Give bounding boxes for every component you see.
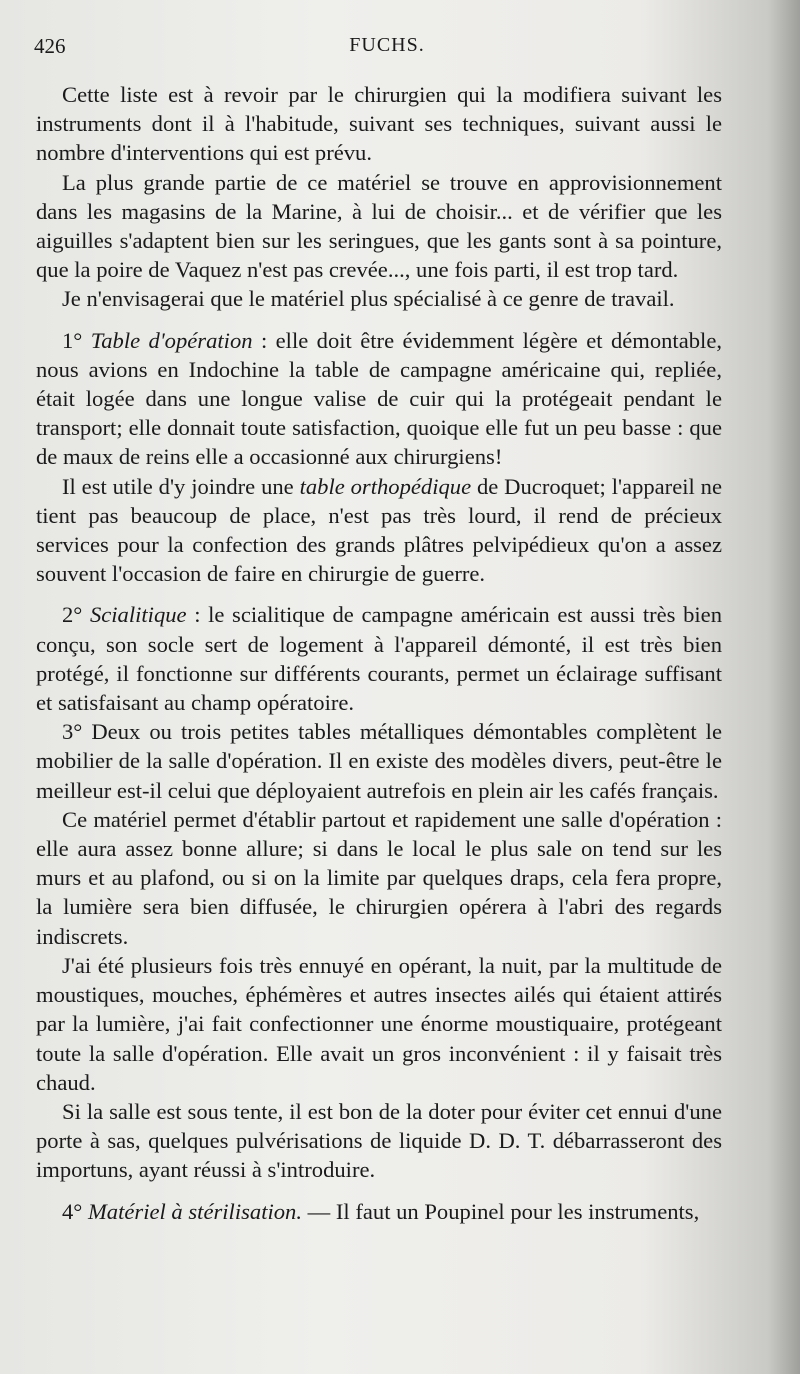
emphasis: Table d'opération — [90, 327, 253, 353]
paragraph: J'ai été plusieurs fois très ennuyé en opérant, la nuit, par la multitude de moustiques, mouches, éphémères et autres insectes ailés qui étaient attirés par la lumière, j'ai fait confectionner une énorme moustiquaire, protégeant toute la salle d'opération. Elle avait un gros inconvénient : il y faisait très chaud. — [36, 952, 722, 1095]
paragraph: Il est utile d'y joindre une table orthopédique de Ducroquet; l'appareil ne tient pas beaucoup de place, n'est pas très lourd, il rend de précieux services pour la confection des grands plâtres pelvipédieux qu'on a assez souvent l'occasion de faire en chirurgie de guerre. — [36, 473, 722, 587]
paragraph: Si la salle est sous tente, il est bon de la doter pour éviter cet ennui d'une porte à sas, quelques pulvérisations de liquide D. D. T. débarrasseront des importuns, ayant réussi à s'introduire. — [36, 1098, 722, 1183]
paragraph: Je n'envisagerai que le matériel plus spécialisé à ce genre de travail. — [62, 286, 675, 312]
emphasis: table orthopédique — [299, 473, 472, 499]
running-head: FUCHS. — [349, 34, 425, 56]
page-number: 426 — [34, 34, 66, 58]
paragraph: La plus grande partie de ce matériel se trouve en approvisionnement dans les magasins de la Marine, à lui de choisir... et de vérifier que les aiguilles s'adaptent bien sur les seringues, que les gants sont à sa pointure, que la poire de Vaquez n'est pas crevée..., une fois parti, il est trop tard. — [36, 169, 722, 283]
paragraph: 4° Matériel à stérilisation. — Il faut un Poupinel pour les instruments, — [62, 1198, 700, 1224]
page-body — [36, 80, 722, 1226]
paragraph: 2° Scialitique : le scialitique de campagne américain est aussi très bien conçu, son socle sert de logement à l'appareil démonté, il est très bien protégé, il fonctionne sur différents courants, permet un éclairage suffisant et satisfaisant au champ opératoire. — [36, 602, 722, 716]
emphasis: Matériel à stérilisation. — [87, 1198, 302, 1224]
emphasis: Scialitique — [89, 602, 187, 628]
paragraph: 1° Table d'opération : elle doit être évidemment légère et démontable, nous avions en Indochine la table de campagne américaine qui, repliée, était logée dans une longue valise de cuir qui la protégeait pendant le transport; elle donnait toute satisfaction, quoique elle fut un peu basse : que de maux de reins elle a occasionné aux chirurgiens! — [36, 327, 722, 470]
paragraph: 3° Deux ou trois petites tables métalliques démontables complètent le mobilier de la salle d'opération. Il en existe des modèles divers, peut-être le meilleur est-il celui que déployaient autrefois en plein air les cafés français. — [36, 719, 722, 803]
paragraph: Cette liste est à revoir par le chirurgien qui la modifiera suivant les instruments dont il à l'habitude, suivant ses techniques, suivant aussi le nombre d'interventions qui est prévu. — [36, 82, 722, 166]
page-header — [34, 34, 740, 64]
paragraph: Ce matériel permet d'établir partout et rapidement une salle d'opération : elle aura assez bonne allure; si dans le local le plus sale on tend sur les murs et au plafond, ou si on la limite par quelques draps, cela fera propre, la lumière sera bien diffusée, le chirurgien opérera à l'abri des regards indiscrets. — [36, 806, 722, 949]
